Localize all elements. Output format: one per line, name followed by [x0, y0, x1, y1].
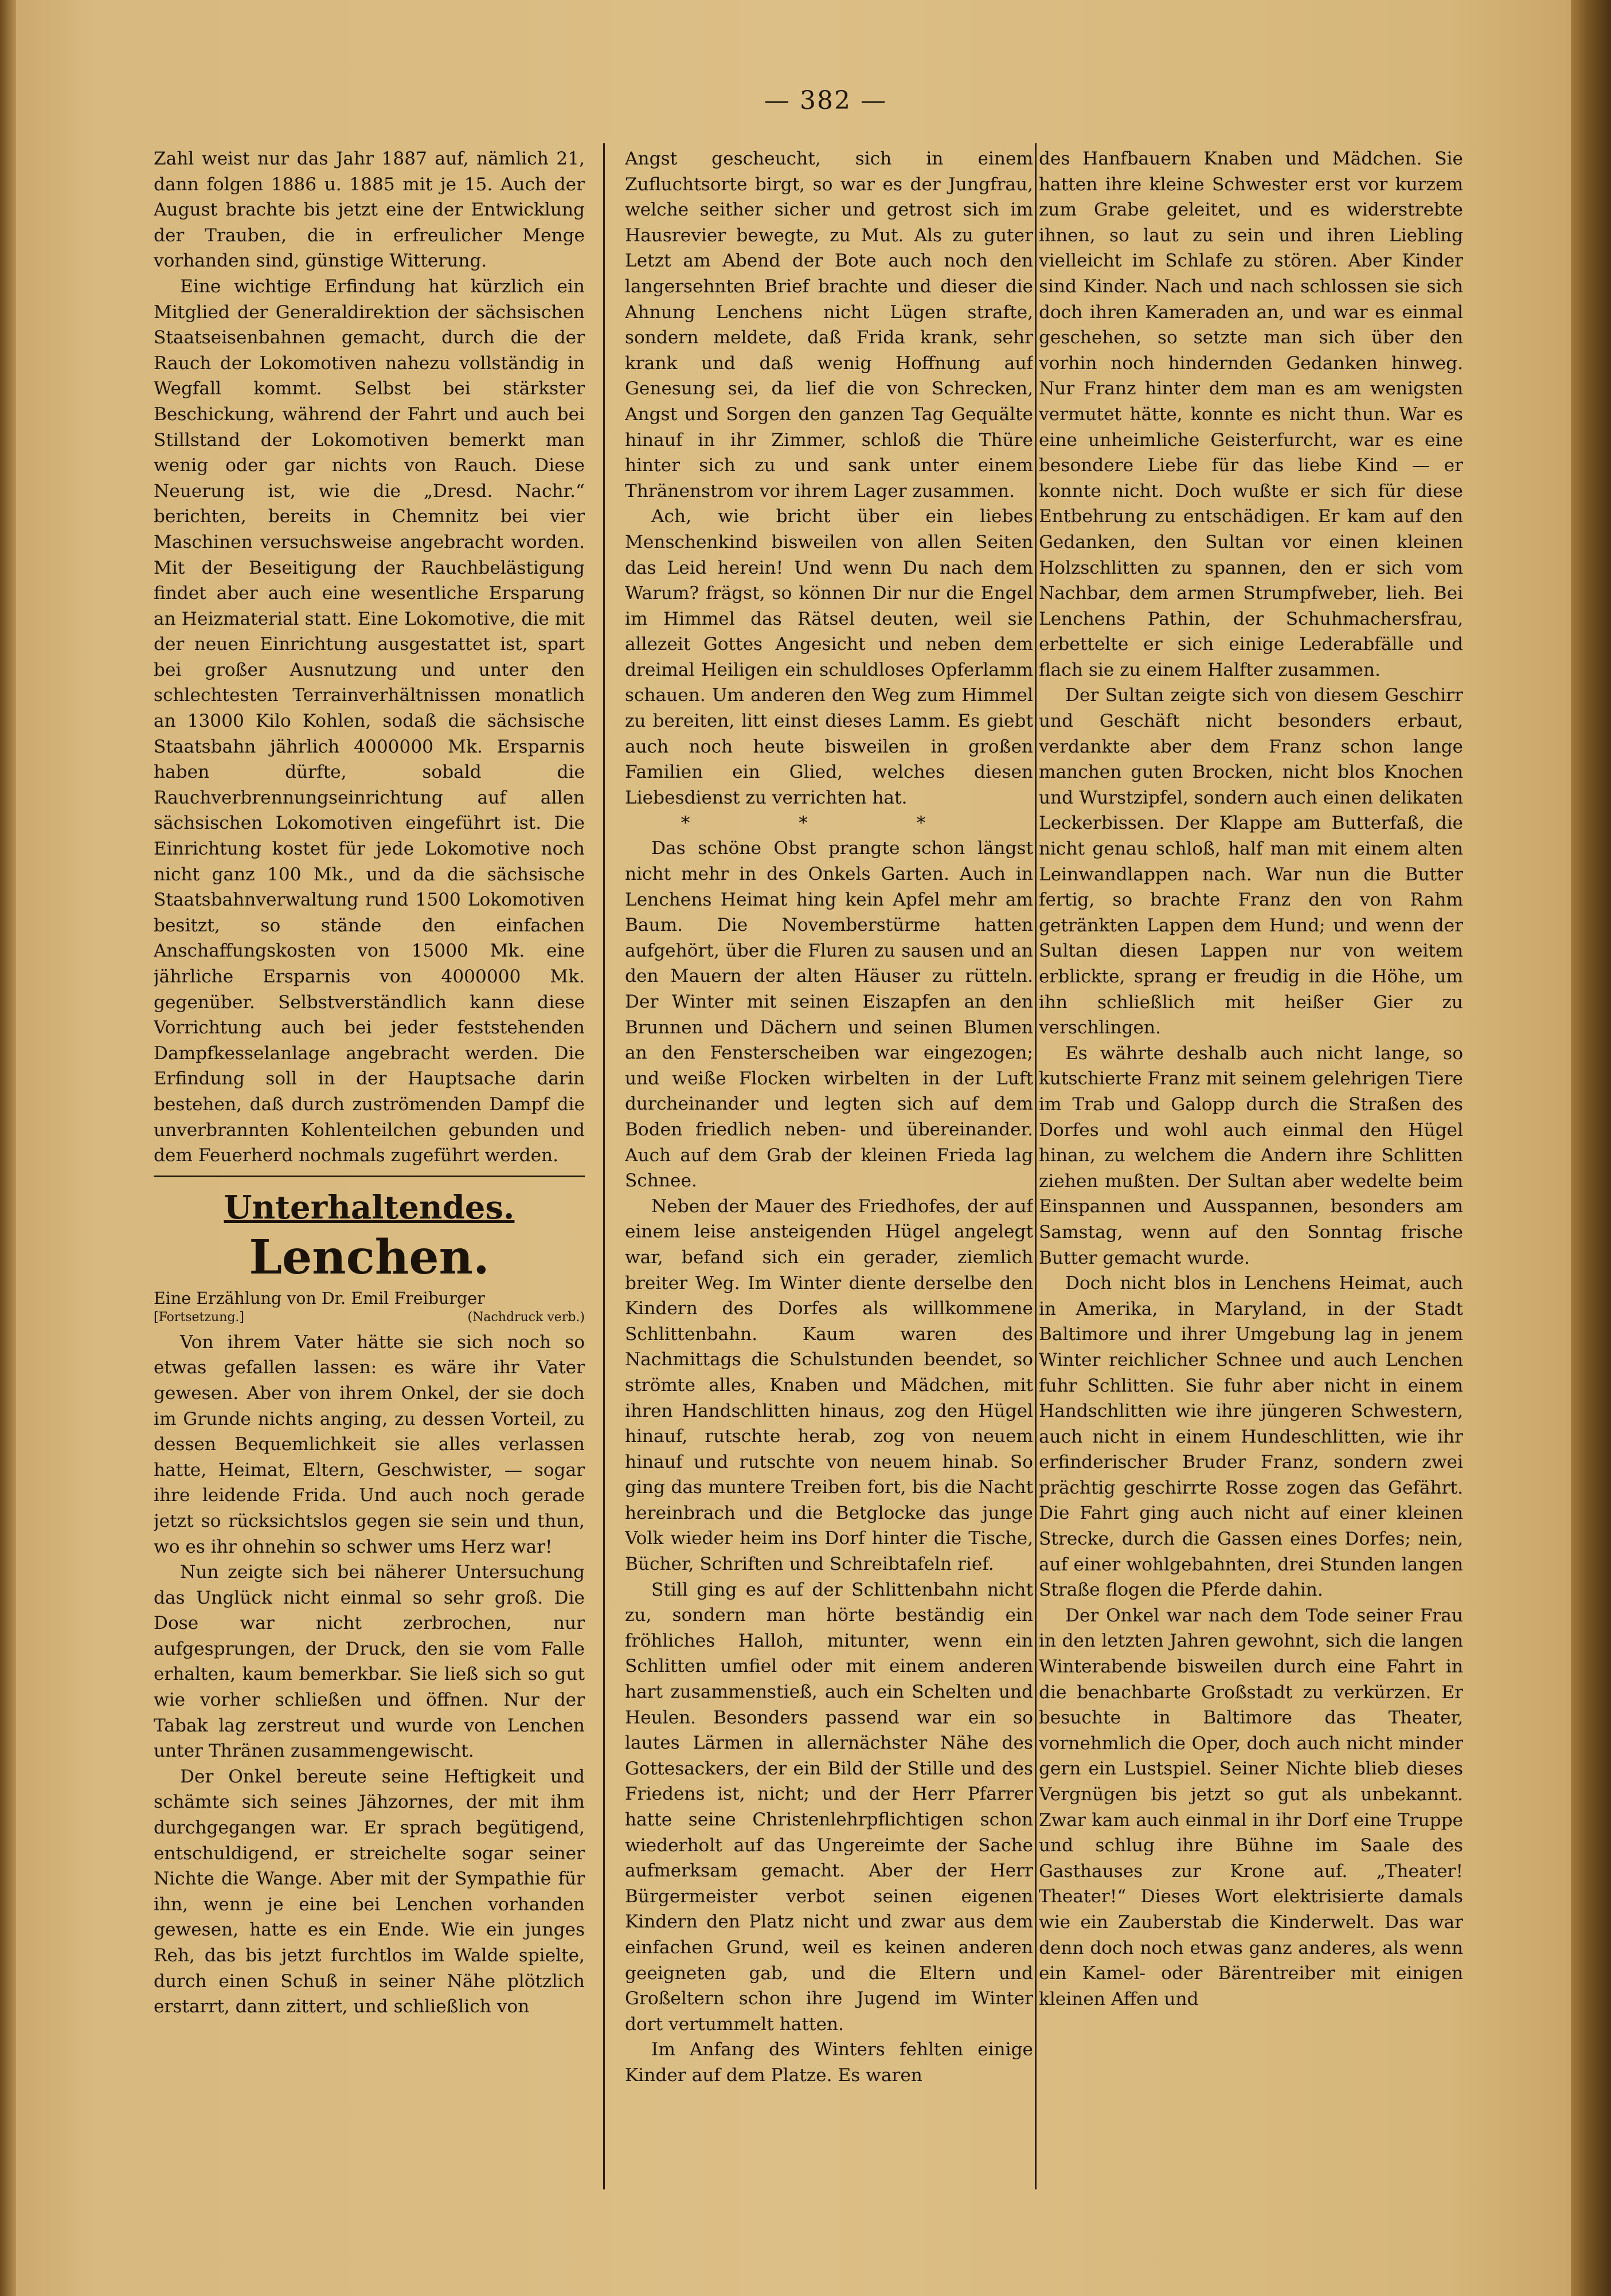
- story-paragraph: Neben der Mauer des Friedhofes, der auf einem leise ansteigenden Hügel angelegt war, befand sich ein gerader, ziemlich breiter Weg. Im Winter diente derselbe den Kindern des Dorfes als willkommene Schlittenbahn. Kaum waren des Nachmittags die Schulstunden beendet, so strömte alles, Knaben und Mädchen, mit ihren Handschlitten hinaus, zog den Hügel hinauf, rutschte herab, zog von neuem hinauf und rutschte von neuem hinab. So ging das muntere Treiben fort, bis die Nacht hereinbrach und die Betglocke das junge Volk wieder heim ins Dorf hinter die Tische, Bücher, Schriften und Schreibtafeln rief.: [625, 1196, 1033, 1575]
- story-title: Lenchen.: [249, 1229, 490, 1285]
- section-heading: Unterhaltendes.: [224, 1188, 515, 1227]
- story-paragraph: Doch nicht blos in Lenchens Heimat, auch in Amerika, in Maryland, in der Stadt Baltimore und ihrer Umgebung lag in jenem Winter reichlicher Schnee und auch Lenchen fuhr Schlitten. Sie fuhr aber nicht in einem Handschlitten wie ihre jüngeren Schwestern, auch nicht in einem Hundeschlitten, wie ihr erfinderischer Bruder Franz, sondern zwei prächtig geschirrte Rosse zogen das Gefährt. Die Fahrt ging auch nicht auf einer kleinen Strecke, durch die Gassen eines Dorfes; nein, auf einer wohlgebahnten, drei Stunden langen Straße flogen die Pferde dahin.: [1039, 1273, 1463, 1601]
- story-byline: [154, 1288, 585, 1309]
- story-paragraph: Der Onkel war nach dem Tode seiner Frau in den letzten Jahren gewohnt, sich die langen Winterabende bisweilen durch eine Fahrt in die benachbarte Großstadt zu verkürzen. Er besuchte in Baltimore das Theater, vornehmlich die Oper, doch auch nicht minder gern ein Lustspiel. Seiner Nichte blieb dieses Vergnügen bis jetzt so gut als unbekannt. Zwar kam auch einmal in ihr Dorf eine Truppe und schlug ihre Bühne im Saale des Gasthauses zur Krone auf. „Theater! Theater!“ Dieses Wort elektrisierte damals wie ein Zauberstab die Kinderwelt. Das war denn doch noch etwas ganz anderes, als wenn ein Kamel- oder Bärentreiber mit einigen kleinen Affen und: [1039, 1605, 1463, 2009]
- column-3: [1039, 146, 1463, 2187]
- section-rule: [154, 1176, 585, 1177]
- column-1: [154, 146, 585, 2187]
- column-2: [625, 146, 1033, 2187]
- page-left-edge: [0, 0, 16, 2296]
- column-divider-2: [1035, 143, 1037, 2189]
- column-divider-1: [603, 143, 605, 2189]
- page-right-edge: [1571, 0, 1611, 2296]
- story-paragraph: Das schöne Obst prangte schon längst nicht mehr in des Onkels Garten. Auch in Lenchens Heimat hing kein Apfel mehr am Baum. Die Novemberstürme hatten aufgehört, über die Fluren zu sausen und an den Mauern der alten Häuser zu rütteln. Der Winter mit seinen Eiszapfen an den Brunnen und Dächern und seinen Blumen an den Fensterscheiben war eingezogen; und weiße Flocken wirbelten in der Luft durcheinander und legten sich auf dem Boden friedlich neben- und übereinander. Auch auf dem Grab der kleinen Frieda lag Schnee.: [625, 838, 1033, 1192]
- byline-notes: [154, 1309, 585, 1326]
- story-paragraph: Von ihrem Vater hätte sie sich noch so etwas gefallen lassen: es wäre ihr Vater gewesen. Aber von ihrem Onkel, der sie doch im Grunde nichts anging, zu dessen Vorteil, zu dessen Bequemlichkeit sie alles verlassen hatte, Heimat, Eltern, Geschwister, — sogar ihre leidende Frida. Und auch noch gerade jetzt so rücksichtslos gegen sie sein und thun, wo es ihr ohnehin so schwer ums Herz war!: [154, 1331, 585, 1557]
- reprint-note: (Nachdruck verb.): [467, 1310, 585, 1325]
- byline-text: Eine Erzählung von Dr. Emil Freiburger: [154, 1288, 485, 1308]
- story-paragraph: Der Onkel bereute seine Heftigkeit und schämte sich seines Jähzornes, der mit ihm durchgegangen war. Er sprach begütigend, entschuldigend, er streichelte sogar seiner Nichte die Wange. Aber mit der Sympathie für ihn, wenn je eine bei Lenchen vorhanden gewesen, hatte es ein Ende. Wie ein junges Reh, das bis jetzt furchtlos im Walde spielte, durch einen Schuß in seiner Nähe plötzlich erstarrt, dann zittert, und schließlich von: [154, 1766, 585, 2017]
- paragraph-grapes-weather: Zahl weist nur das Jahr 1887 auf, nämlich 21, dann folgen 1886 u. 1885 mit je 15. Auch der August brachte bis jetzt eine der Entwicklung der Trauben, die in erfreulicher Menge vorhanden sind, günstige Witterung.: [154, 148, 585, 272]
- story-paragraph: Es währte deshalb auch nicht lange, so kutschierte Franz mit seinem gelehrigen Tiere im Trab und Galopp durch die Straßen des Dorfes und wohl auch einmal den Hügel hinan, zu welchem die Andern ihre Schlitten ziehen mußten. Der Sultan aber wedelte beim Einspannen und Ausspannen, besonders am Samstag, wenn auf den Sonntag frische Butter gemacht wurde.: [1039, 1043, 1463, 1268]
- story-paragraph: Angst gescheucht, sich in einem Zufluchtsorte birgt, so war es der Jungfrau, welche seither sicher und getrost sich im Hausrevier bewegte, zu Mut. Als zu guter Letzt am Abend der Bote auch noch den langersehnten Brief brachte und dieser die Ahnung Lenchens nicht Lügen strafte, sondern meldete, daß Frida krank, sehr krank und daß wenig Hoffnung auf Genesung sei, da lief die von Schrecken, Angst und Sorgen den ganzen Tag Gequälte hinauf in ihr Zimmer, schloß die Thüre hinter sich zu und sank unter einem Thränenstrom vor ihrem Lager zusammen.: [625, 148, 1033, 501]
- story-paragraph: Der Sultan zeigte sich von diesem Geschirr und Geschäft nicht besonders erbaut, verdankte aber dem Franz schon lange manchen guten Brocken, nicht blos Knochen und Wurstzipfel, sondern auch einen delikaten Leckerbissen. Der Klappe am Butterfaß, die nicht genau schloß, half man mit einem alten Leinwandlappen nach. War nun die Butter fertig, so brachte Franz den von Rahm getränkten Lappen dem Hund; und wenn der Sultan diesen Lappen nur von weitem erblickte, sprang er freudig in die Höhe, um ihn schließlich mit heißer Gier zu verschlingen.: [1039, 685, 1463, 1039]
- paragraph-invention: Eine wichtige Erfindung hat kürzlich ein Mitglied der Generaldirektion der sächsischen Staatseisenbahnen gemacht, durch die der Rauch der Lokomotiven nahezu vollständig in Wegfall kommt. Selbst bei stärkster Beschickung, während der Fahrt und auch bei Stillstand der Lokomotiven bemerkt man wenig oder gar nichts von Rauch. Diese Neuerung ist, wie die „Dresd. Nachr.“ berichten, bereits in Chemnitz bei vier Maschinen versuchsweise angebracht worden. Mit der Beseitigung der Rauchbelästigung findet aber auch eine wesentliche Ersparung an Heizmaterial statt. Eine Lokomotive, die mit der neuen Einrichtung ausgestattet ist, spart bei großer Ausnutzung und unter den schlechtesten Terrainverhältnissen monatlich an 13000 Kilo Kohlen, sodaß die sächsische Staatsbahn jährlich 4000000 Mk. Ersparnis haben dürfte, sobald die Rauchverbrennungseinrichtung auf allen sächsischen Lokomotiven eingeführt ist. Die Einrichtung kostet für jede Lokomotive noch nicht ganz 100 Mk., und da die sächsische Staatsbahnverwaltung rund 1500 Lokomotiven besitzt, so stände den einfachen Anschaffungskosten von 15000 Mk. eine jährliche Ersparnis von 4000000 Mk. gegenüber. Selbstverständlich kann diese Vorrichtung auch bei jeder feststehenden Dampfkesselanlage angebracht werden. Die Erfindung soll in der Hauptsache darin bestehen, daß durch zuströmenden Dampf die unverbrannten Kohlenteilchen gebunden und dem Feuerherd nochmals zugeführt werden.: [154, 276, 585, 1166]
- continuation-note: [Fortsetzung.]: [154, 1310, 244, 1325]
- story-paragraph: Nun zeigte sich bei näherer Untersuchung das Unglück nicht einmal so sehr groß. Die Dose war nicht zerbrochen, nur aufgesprungen, der Druck, den sie vom Falle erhalten, kaum bemerkbar. Sie ließ sich so gut wie vorher schließen und öffnen. Nur der Tabak lag zerstreut und wurde von Lenchen unter Thränen zusammengewischt.: [154, 1562, 585, 1762]
- page-number: — 382 —: [764, 86, 887, 115]
- section-separator-stars: * * *: [681, 813, 977, 834]
- story-paragraph: Im Anfang des Winters fehlten einige Kinder auf dem Platze. Es waren: [625, 2039, 1033, 2086]
- story-paragraph: Ach, wie bricht über ein liebes Menschenkind bisweilen von allen Seiten das Leid herein! Und wenn Du nach dem Warum? frägst, so können Dir nur die Engel im Himmel das Rätsel deuten, weil sie allezeit Gottes Angesicht und neben dem dreimal Heiligen ein schuldloses Opferlamm schauen. Um anderen den Weg zum Himmel zu bereiten, litt einst dieses Lamm. Es giebt auch noch heute bisweilen in großen Familien ein Glied, welches diesen Liebesdienst zu verrichten hat.: [625, 506, 1033, 808]
- story-paragraph: des Hanfbauern Knaben und Mädchen. Sie hatten ihre kleine Schwester erst vor kurzem zum Grabe geleitet, und es widerstrebte ihnen, so laut zu sein und ihren Liebling vielleicht im Schlafe zu stören. Aber Kinder sind Kinder. Nach und nach schlossen sie sich doch ihren Kameraden an, und war es einmal geschehen, so setzte man sich über den vorhin noch hindernden Gedanken hinweg. Nur Franz hinter dem man es am wenigsten vermutet hätte, konnte es nicht thun. War es eine unheimliche Geisterfurcht, war es eine besondere Liebe für das liebe Kind — er konnte nicht. Doch wußte er sich für diese Entbehrung zu entschädigen. Er kam auf den Gedanken, den Sultan vor einen kleinen Holzschlitten zu spannen, den er sich vom Nachbar, dem armen Strumpfweber, lieh. Bei Lenchens Pathin, der Schuhmachersfrau, erbettelte er sich einige Lederabfälle und flach sie zu einem Halfter zusammen.: [1039, 148, 1463, 680]
- story-paragraph: Still ging es auf der Schlittenbahn nicht zu, sondern man hörte beständig ein fröhliches Halloh, mitunter, wenn ein Schlitten umfiel oder mit einem anderen hart zusammenstieß, auch ein Schelten und Heulen. Besonders passend war ein so lautes Lärmen in allernächster Nähe des Gottesackers, der ein Bild der Stille und des Friedens ist, nicht; und der Herr Pfarrer hatte seine Christenlehrpflichtigen schon wiederholt auf das Ungereimte der Sache aufmerksam gemacht. Aber der Herr Bürgermeister verbot seinen eigenen Kindern den Platz nicht und zwar aus dem einfachen Grund, weil es keinen anderen geeigneten gab, und die Eltern und Großeltern schon ihre Jugend im Winter dort vertummelt hatten.: [625, 1579, 1033, 2035]
